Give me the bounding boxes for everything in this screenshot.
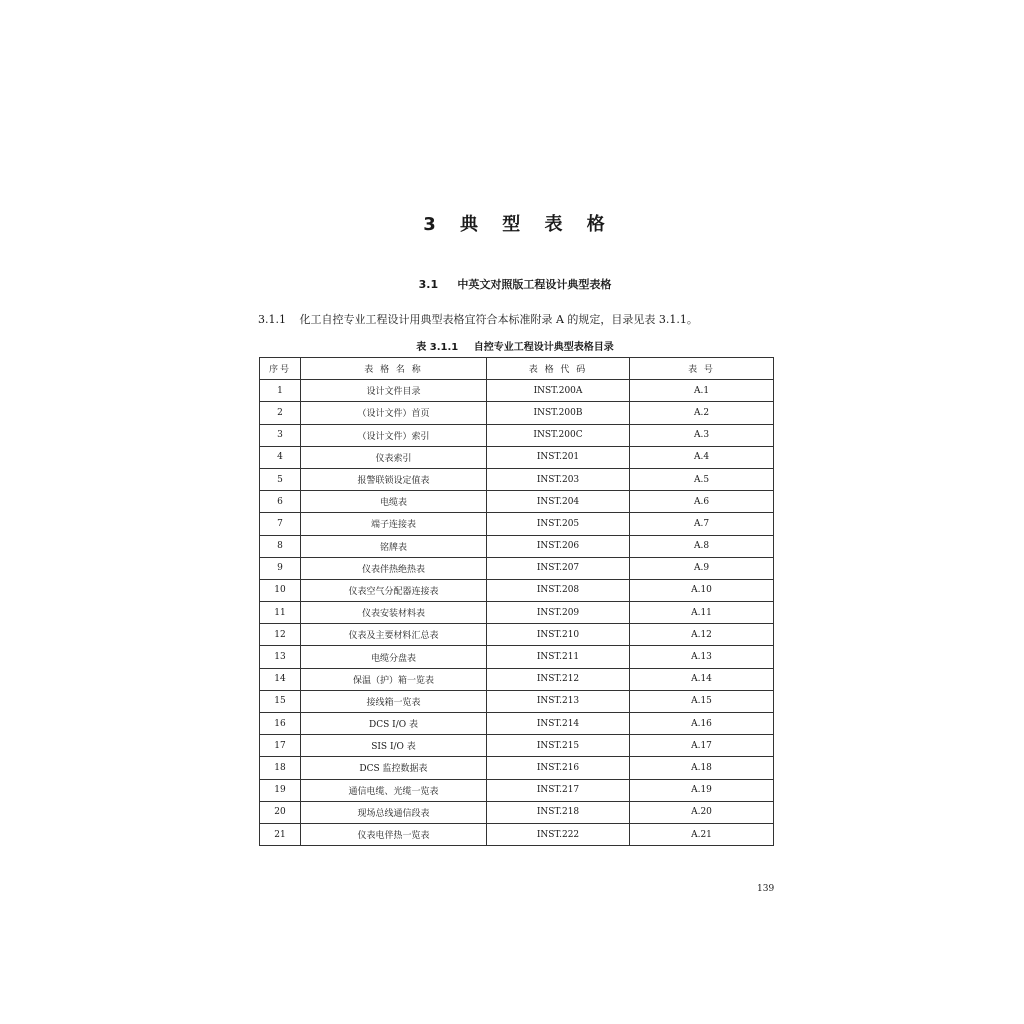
- cell-code: INST.214: [487, 713, 630, 735]
- cell-seq: 15: [260, 690, 301, 712]
- cell-name: 报警联锁设定值表: [301, 468, 487, 490]
- table-row: [260, 602, 774, 624]
- cell-table-no: A.2: [630, 402, 774, 424]
- cell-seq: 6: [260, 491, 301, 513]
- header-table-no: 表 号: [630, 358, 774, 380]
- cell-table-no: A.1: [630, 380, 774, 402]
- cell-table-no: A.7: [630, 513, 774, 535]
- header-code: 表 格 代 码: [487, 358, 630, 380]
- cell-code: INST.207: [487, 557, 630, 579]
- cell-seq: 9: [260, 557, 301, 579]
- cell-seq: 8: [260, 535, 301, 557]
- cell-code: INST.212: [487, 668, 630, 690]
- cell-name: 端子连接表: [301, 513, 487, 535]
- header-seq: 序号: [260, 358, 301, 380]
- cell-code: INST.210: [487, 624, 630, 646]
- table-caption-title: 自控专业工程设计典型表格目录: [473, 342, 614, 353]
- clause-number: 3.1.1: [258, 313, 286, 326]
- clause-paragraph: [258, 311, 698, 327]
- section-number: 3.1: [418, 278, 439, 291]
- cell-seq: 17: [260, 735, 301, 757]
- cell-table-no: A.17: [630, 735, 774, 757]
- cell-seq: 20: [260, 801, 301, 823]
- table-row: [260, 424, 774, 446]
- table-row: [260, 624, 774, 646]
- table-row: [260, 402, 774, 424]
- cell-code: INST.205: [487, 513, 630, 535]
- table-row: [260, 801, 774, 823]
- cell-name: 仪表空气分配器连接表: [301, 579, 487, 601]
- cell-name: 仪表伴热绝热表: [301, 557, 487, 579]
- table-header-row: [260, 358, 774, 380]
- cell-seq: 2: [260, 402, 301, 424]
- cell-name: 设计文件目录: [301, 380, 487, 402]
- cell-table-no: A.10: [630, 579, 774, 601]
- cell-code: INST.217: [487, 779, 630, 801]
- cell-table-no: A.13: [630, 646, 774, 668]
- cell-table-no: A.3: [630, 424, 774, 446]
- cell-name: 保温（护）箱一览表: [301, 668, 487, 690]
- cell-seq: 1: [260, 380, 301, 402]
- cell-seq: 4: [260, 446, 301, 468]
- cell-code: INST.200A: [487, 380, 630, 402]
- cell-code: INST.213: [487, 690, 630, 712]
- cell-name: （设计文件）索引: [301, 424, 487, 446]
- cell-code: INST.215: [487, 735, 630, 757]
- cell-code: INST.222: [487, 823, 630, 845]
- cell-table-no: A.20: [630, 801, 774, 823]
- cell-table-no: A.9: [630, 557, 774, 579]
- cell-code: INST.200B: [487, 402, 630, 424]
- cell-table-no: A.11: [630, 602, 774, 624]
- table-row: [260, 823, 774, 845]
- table-row: [260, 646, 774, 668]
- cell-seq: 19: [260, 779, 301, 801]
- cell-seq: 10: [260, 579, 301, 601]
- table-row: [260, 757, 774, 779]
- section-heading: [0, 276, 1024, 292]
- cell-seq: 11: [260, 602, 301, 624]
- cell-name: DCS I/O 表: [301, 713, 487, 735]
- cell-name: 仪表及主要材料汇总表: [301, 624, 487, 646]
- cell-code: INST.216: [487, 757, 630, 779]
- catalog-table: [259, 357, 774, 846]
- page-number: 139: [757, 884, 775, 894]
- cell-seq: 5: [260, 468, 301, 490]
- table-row: [260, 579, 774, 601]
- table-row: [260, 713, 774, 735]
- cell-seq: 3: [260, 424, 301, 446]
- cell-table-no: A.15: [630, 690, 774, 712]
- table-caption-number: 表 3.1.1: [416, 342, 459, 353]
- cell-name: 现场总线通信段表: [301, 801, 487, 823]
- table-row: [260, 690, 774, 712]
- table-row: [260, 380, 774, 402]
- cell-table-no: A.4: [630, 446, 774, 468]
- cell-table-no: A.19: [630, 779, 774, 801]
- table-body: [260, 380, 774, 846]
- cell-seq: 13: [260, 646, 301, 668]
- cell-table-no: A.21: [630, 823, 774, 845]
- cell-code: INST.208: [487, 579, 630, 601]
- cell-code: INST.203: [487, 468, 630, 490]
- cell-code: INST.209: [487, 602, 630, 624]
- cell-table-no: A.18: [630, 757, 774, 779]
- cell-seq: 16: [260, 713, 301, 735]
- cell-name: 电缆表: [301, 491, 487, 513]
- cell-code: INST.201: [487, 446, 630, 468]
- cell-seq: 7: [260, 513, 301, 535]
- table-row: [260, 513, 774, 535]
- chapter-title: 3 典 型 表 格: [423, 214, 611, 235]
- header-name: 表 格 名 称: [301, 358, 487, 380]
- cell-table-no: A.14: [630, 668, 774, 690]
- cell-table-no: A.8: [630, 535, 774, 557]
- cell-seq: 12: [260, 624, 301, 646]
- cell-name: 仪表电伴热一览表: [301, 823, 487, 845]
- cell-name: 接线箱一览表: [301, 690, 487, 712]
- cell-name: 通信电缆、光缆一览表: [301, 779, 487, 801]
- table-row: [260, 446, 774, 468]
- cell-code: INST.218: [487, 801, 630, 823]
- cell-name: DCS 监控数据表: [301, 757, 487, 779]
- cell-name: 铭牌表: [301, 535, 487, 557]
- table-row: [260, 557, 774, 579]
- cell-seq: 18: [260, 757, 301, 779]
- cell-name: 仪表索引: [301, 446, 487, 468]
- cell-seq: 14: [260, 668, 301, 690]
- cell-table-no: A.6: [630, 491, 774, 513]
- table-caption: [0, 338, 1024, 353]
- cell-name: SIS I/O 表: [301, 735, 487, 757]
- section-title: 中英文对照版工程设计典型表格: [457, 278, 612, 291]
- table-row: [260, 535, 774, 557]
- cell-table-no: A.12: [630, 624, 774, 646]
- clause-text: 化工自控专业工程设计用典型表格宜符合本标准附录 A 的规定，目录见表 3.1.1。: [299, 313, 698, 326]
- table-row: [260, 735, 774, 757]
- cell-name: 仪表安装材料表: [301, 602, 487, 624]
- cell-code: INST.206: [487, 535, 630, 557]
- cell-name: 电缆分盘表: [301, 646, 487, 668]
- table-row: [260, 468, 774, 490]
- table-row: [260, 779, 774, 801]
- cell-seq: 21: [260, 823, 301, 845]
- table-row: [260, 491, 774, 513]
- cell-code: INST.204: [487, 491, 630, 513]
- cell-table-no: A.16: [630, 713, 774, 735]
- table-row: [260, 668, 774, 690]
- cell-code: INST.200C: [487, 424, 630, 446]
- cell-table-no: A.5: [630, 468, 774, 490]
- cell-code: INST.211: [487, 646, 630, 668]
- cell-name: （设计文件）首页: [301, 402, 487, 424]
